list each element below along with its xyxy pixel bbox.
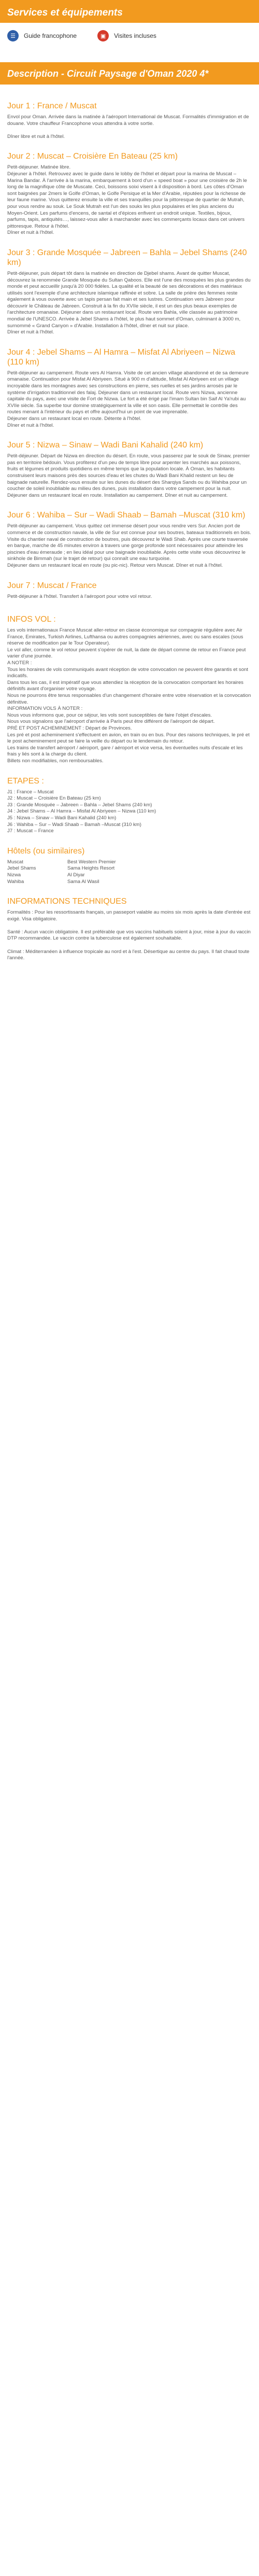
hotel-city: Nizwa	[7, 872, 21, 878]
day-6-text: Petit-déjeuner au campement. Vous quittez cet immense désert pour vous rendre vers Sur. Ancien port de commerce et de construction navale, la ville de Sur est connue pour ses boutres, bateaux traditionnels en bois. Visite du chantier naval de construction de boutres, puis découvrez le Wadi Shab. Après une courte traversée en barque, marche de 45 minutes environ à travers une gorge profonde sont nécessaires pour atteindre les piscines d'eau émeraude ; en lieu idéal pour une baignade inoubliable. Après cette visite vous découvrirez le sinkhole de Bimmah (sur le trajet de retour) qui connaît une eau turquoise. Déjeuner dans un restaurant local en route (ou pic-nic). Retour vers Muscat. Dîner et nuit à l'hôtel.	[7, 523, 251, 568]
day-5-title: Jour 5 : Nizwa – Sinaw – Wadi Bani Kahalid (240 km)	[7, 441, 204, 450]
hotel-city: Muscat	[7, 859, 23, 865]
hotel-row	[7, 865, 252, 872]
day-4-text: Petit-déjeuner au campement. Route vers Al Hamra. Visite de cet ancien village abandonné et de sa demeure omanaise. Continuation pour Misfat Al Abriyeen. Situé à 900 m d'altitude, Misfat Al Abriyeen est un village incroyable dans les montagnes avec ses constructions en pierre, ses ruelles et ses jardins arrosés par le système d'irrigation traditionnel des falaj. Déjeuner dans un restaurant local. Route vers Nizwa, ancienne capitale du pays, avec une visite de Fort de Nizwa. Le fort a été érigé par l'imam Sultan bin Saif Al Ya'rubi au XVIIe siècle. Sa superbe tour domine stratégiquement la ville et son oasis. Elle permettait le contrôle des routes menant à l'intérieur du pays et offre aujourd'hui un point de vue imprenable. Déjeuner dans un restaurant local en route. Détente à l'hôtel. Dîner et nuit à l'hôtel.	[7, 370, 249, 428]
day-3-title: Jour 3 : Grande Mosquée – Jabreen – Bahla – Jebel Shams (240 km)	[7, 248, 247, 267]
hotel-name: Best Western Premier	[67, 859, 116, 865]
day-6-title: Jour 6 : Wahiba – Sur – Wadi Shaab – Bamah –Muscat (310 km)	[7, 511, 246, 520]
tour-title: Description - Circuit Paysage d'Oman 2020 4*	[7, 68, 209, 79]
feature-visits-label: Visites incluses	[114, 32, 156, 39]
feature-visits	[97, 30, 156, 41]
hotel-name: Sama Heights Resort	[67, 865, 115, 872]
hotels-list	[7, 859, 252, 885]
infos-text: Les vols internationaux France Muscat aller-retour en classe économique sur compagnie régulière avec Air France, Emirates, Turkish Airlines, Lufthansa ou autres compagnies aériennes, avec ou sans escales (sous réserve de modification par le Tour Operateur). Le vol aller, comme le vol retour peuvent s'opérer de nuit, la date de départ comme de retour en France peut varier d'une journée. A NOTER : Tous les horaires de vols communiqués avant réception de votre convocation ne peuvent être garantis et sont indicatifs. Dans tous les cas, il est impératif que vous attendiez la réception de la convocation comportant les horaires définitifs avant d'organiser votre voyage. Nous ne pourrons être tenus responsables d'un changement d'horaire entre votre réservation et la convocation définitive. INFORMATION VOLS À NOTER : Nous vous informons que, pour ce séjour, les vols sont susceptibles de faire l'objet d'escales. Nous vous signalons que l'aéroport d'arrivée à Paris peut être différent de l'aéroport de départ. PRÉ ET POST ACHEMINEMENT : Départ de Provinces. Les pré et post acheminement s'effectuent en avion, en train ou en bus. Pour des raisons techniques, le pré et le post acheminement peut se faire la veille du départ ou le lendemain du retour. Les trains de transfert aéroport / aéroport, gare / aéroport et vice versa, les éventuelles nuits d'escale et les frais y liés sont à la charge du client. Billets non modifiables, non remboursables.	[7, 627, 251, 764]
day-4-title: Jour 4 : Jebel Shams – Al Hamra – Misfat Al Abriyeen – Nizwa (110 km)	[7, 347, 236, 367]
stage-item: J5 : Nizwa – Sinaw – Wadi Bani Kahalid (240 km)	[7, 815, 117, 821]
stages-list	[7, 789, 252, 835]
stage-item: J7 : Muscat – France	[7, 828, 54, 834]
hotel-city: Wahiba	[7, 878, 24, 885]
day-2-title: Jour 2 : Muscat – Croisière En Bateau (25 km)	[7, 152, 178, 161]
day-7-title: Jour 7 : Muscat / France	[7, 581, 97, 590]
feature-guide	[7, 30, 77, 41]
hotel-row	[7, 879, 252, 886]
hotel-name: Al Diyar	[67, 872, 85, 878]
technical-title: INFORMATIONS TECHNIQUES	[7, 897, 127, 906]
infos-title: INFOS VOL :	[7, 615, 56, 624]
book-icon: ☰	[7, 30, 19, 41]
services-title: Services et équipements	[7, 7, 123, 18]
services-banner	[0, 0, 259, 23]
hotel-row	[7, 859, 252, 866]
feature-guide-label: Guide francophone	[24, 32, 77, 39]
hotel-name: Sama Al Wasil	[67, 878, 99, 885]
stage-item: J1 : France – Muscat	[7, 789, 54, 795]
day-1-title: Jour 1 : France / Muscat	[7, 102, 97, 110]
day-3-text: Petit-déjeuner, puis départ tôt dans la matinée en direction de Djebel shams. Avant de quitter Muscat, découvrez la renommée Grande Mosquée du Sultan Qaboos. Elle est l'une des mosquées les plus grandes du monde et peut accueillir jusqu'à 20 000 fidèles. La qualité et la beauté de ses décorations et des matériaux utilisés sont l'exemple d'une architecture islamique raffinée et sobre. La salle de prière des femmes reste également à vous ouverte avec un tapis persan fait main et ses lustres. Continuation vers Jabreen pour découvrir le Château de Jabreen. Construit à la fin du XVIIe siècle, il est un des plus beaux exemples de l'architecture omanaise. Déjeuner dans un restaurant local. Route vers Bahla, ville classée au patrimoine mondial de l'UNESCO. Arrivée à Jebel Shams à l'hôtel, le plus haut sommet d'Oman, culminant à 3000 m, surnommé « Grand Canyon » d'Arabie. Installation à l'hôtel, dîner et nuit sur place. Dîner et nuit à l'hôtel.	[7, 270, 251, 335]
day-2-text: Petit-déjeuner. Matinée libre. Déjeuner à l'hôtel. Retrouvez avec le guide dans le lobby de l'hôtel et départ pour la marina de Muscat – Marina Bandar. À l'arrivée à la marina, embarquement à bord d'un « speed boat » pour une croisière de 2h le long de la magnifique côte de Muscate. Ceci, boissons soixi visent à il disposition à bord. Les côtes d'Oman sont baignées par 2mers le Golfe d'Oman, le Golfe Persique et la Mer d'Arabie, réputées pour la richesse de leur faune marine. Vous quitterez ensuite la ville et ses tranquilles pour la pittoresque de quartier de Mutrah, pour vous rendre au souk. Le Souk Mutrah est l'un des souks les plus populaires et les plus anciens du Moyen-Orient. Les parfums d'encens, de santal et d'épices enfivent un endroit unique. Textiles, bijoux, parfums, tapis, antiquités…, laissez-vous aller à marchander avec les commerçants locaux dans cet univers pittoresque. Retour à l'hôtel. Dîner et nuit à l'hôtel.	[7, 164, 247, 236]
hotel-row	[7, 872, 252, 879]
day-7-text: Petit-déjeuner à l'hôtel. Transfert à l'aéroport pour votre vol retour.	[7, 593, 152, 599]
tour-title-banner	[0, 62, 259, 85]
stages-title: ETAPES :	[7, 776, 44, 786]
stage-item: J2 : Muscat – Croisière En Bateau (25 km)	[7, 795, 101, 802]
features-row	[0, 23, 259, 49]
day-1-text: Envol pour Oman. Arrivée dans la matinée à l'aéroport International de Muscat. Formalités d'immigration et de douane. Votre chauffeur Francophone vous attendra à votre sortie. Dîner libre et nuit à l'hôtel.	[7, 114, 249, 139]
technical-text: Formalités : Pour les ressortissants français, un passeport valable au moins six mois après la date d'entrée est exigé. Visa obligatoire. Santé : Aucun vaccin obligatoire. Il est préférable que vos vaccins habituels soient à jour, mise à jour du vaccin DTP recommandée. Le vaccin contre la tuberculose est également souhaitable. Climat : Méditerranéen à influence tropicale au nord et à l'est. Désertique au centre du pays. Il fait chaud toute l'année.	[7, 909, 251, 961]
stage-item: J6 : Wahiba – Sur – Wadi Shaab – Bamah –Muscat (310 km)	[7, 821, 141, 828]
stage-item: J3 : Grande Mosquée – Jabreen – Bahla – Jebel Shams (240 km)	[7, 802, 152, 808]
day-5-text: Petit-déjeuner. Départ de Nizwa en direction du désert. En route, vous passerez par le souk de Sinaw, premier pas en territoire bédouin. Vous profiterez d'un peu de temps libre pour arpenter les marchés aux poissons, fruits et légumes et produits quotidiens en même temps que la population locale. À Oman, les habitants construisent leurs maisons près des sources d'eau et les chutes du Wadi Bani Khalid restent un lieu de baignade naturelle. Rendez-vous ensuite sur les dunes du désert des Sharqiya Sands ou du Wahiba pour un coucher de soleil inoubliable au milieu des dunes, puis installation dans votre campement pour la nuit. Déjeuner dans un restaurant local en route. Installation au campement. Dîner et nuit au campement.	[7, 453, 250, 498]
hotel-city: Jebel Shams	[7, 865, 36, 872]
content	[0, 85, 259, 962]
ticket-icon: ▣	[97, 30, 109, 41]
stage-item: J4 : Jebel Shams – Al Hamra – Misfat Al Abriyeen – Nizwa (110 km)	[7, 808, 156, 815]
hotels-title: Hôtels (ou similaires)	[7, 846, 85, 856]
